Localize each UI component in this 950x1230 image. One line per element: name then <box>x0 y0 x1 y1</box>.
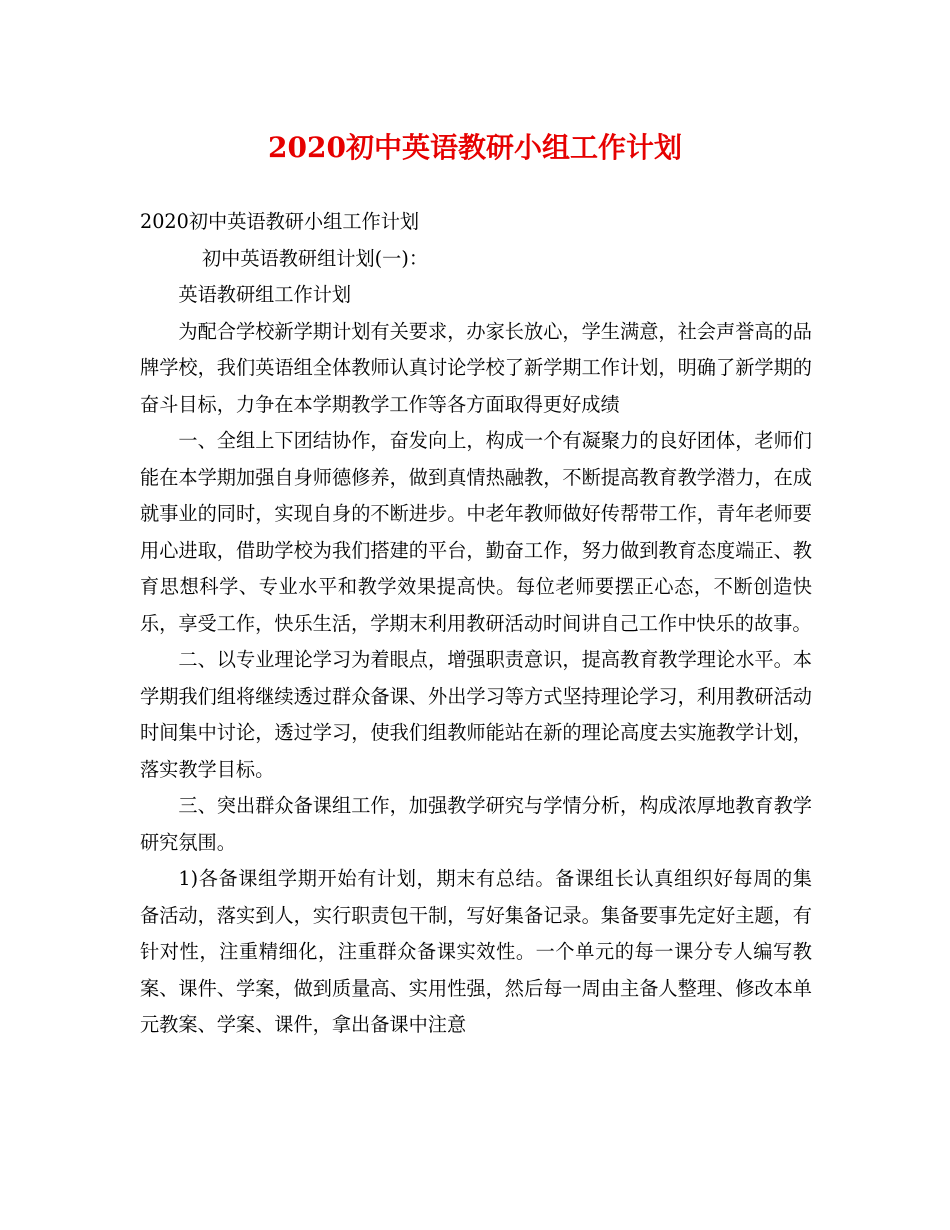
intro-paragraph: 为配合学校新学期计划有关要求，办家长放心，学生满意，社会声誉高的品牌学校，我们英语组全体教师认真讨论学校了新学期工作计划，明确了新学期的奋斗目标，力争在本学期教学工作等各方面取得更好成绩 <box>140 319 812 416</box>
document-body <box>140 204 812 1044</box>
paragraph-item-1: 一、全组上下团结协作，奋发向上，构成一个有凝聚力的良好团体，老师们能在本学期加强自身师德修养，做到真情热融教，不断提高教育教学潜力，在成就事业的同时，实现自身的不断进步。中老年教师做好传帮带工作，青年老师要用心进取，借助学校为我们搭建的平台，勤奋工作，努力做到教育态度端正、教育思想科学、专业水平和教学效果提高快。每位老师要摆正心态，不断创造快乐，享受工作，快乐生活，学期末利用教研活动时间讲自己工作中快乐的故事。 <box>140 429 812 635</box>
paragraph-item-3: 三、突出群众备课组工作，加强教学研究与学情分析，构成浓厚地教育教学研究氛围。 <box>140 794 812 854</box>
paragraph-subitem-1: 1)各备课组学期开始有计划，期末有总结。备课组长认真组织好每周的集备活动，落实到人，实行职责包干制，写好集备记录。集备要事先定好主题，有针对性，注重精细化，注重群众备课实效性。一个单元的每一课分专人编写教案、课件、学案，做到质量高、实用性强，然后每一周由主备人整理、修改本单元教案、学案、课件，拿出备课中注意 <box>140 867 812 1036</box>
heading-line: 2020初中英语教研小组工作计划 <box>140 210 420 233</box>
section-heading: 英语教研组工作计划 <box>178 283 352 306</box>
subtitle-line: 初中英语教研组计划(一)： <box>202 246 429 270</box>
paragraph-item-2: 二、以专业理论学习为着眼点，增强职责意识，提高教育教学理论水平。本学期我们组将继续透过群众备课、外出学习等方式坚持理论学习，利用教研活动时间集中讨论，透过学习，使我们组教师能站在新的理论高度去实施教学计划，落实教学目标。 <box>140 648 812 781</box>
document-title: 2020初中英语教研小组工作计划 <box>268 131 682 164</box>
